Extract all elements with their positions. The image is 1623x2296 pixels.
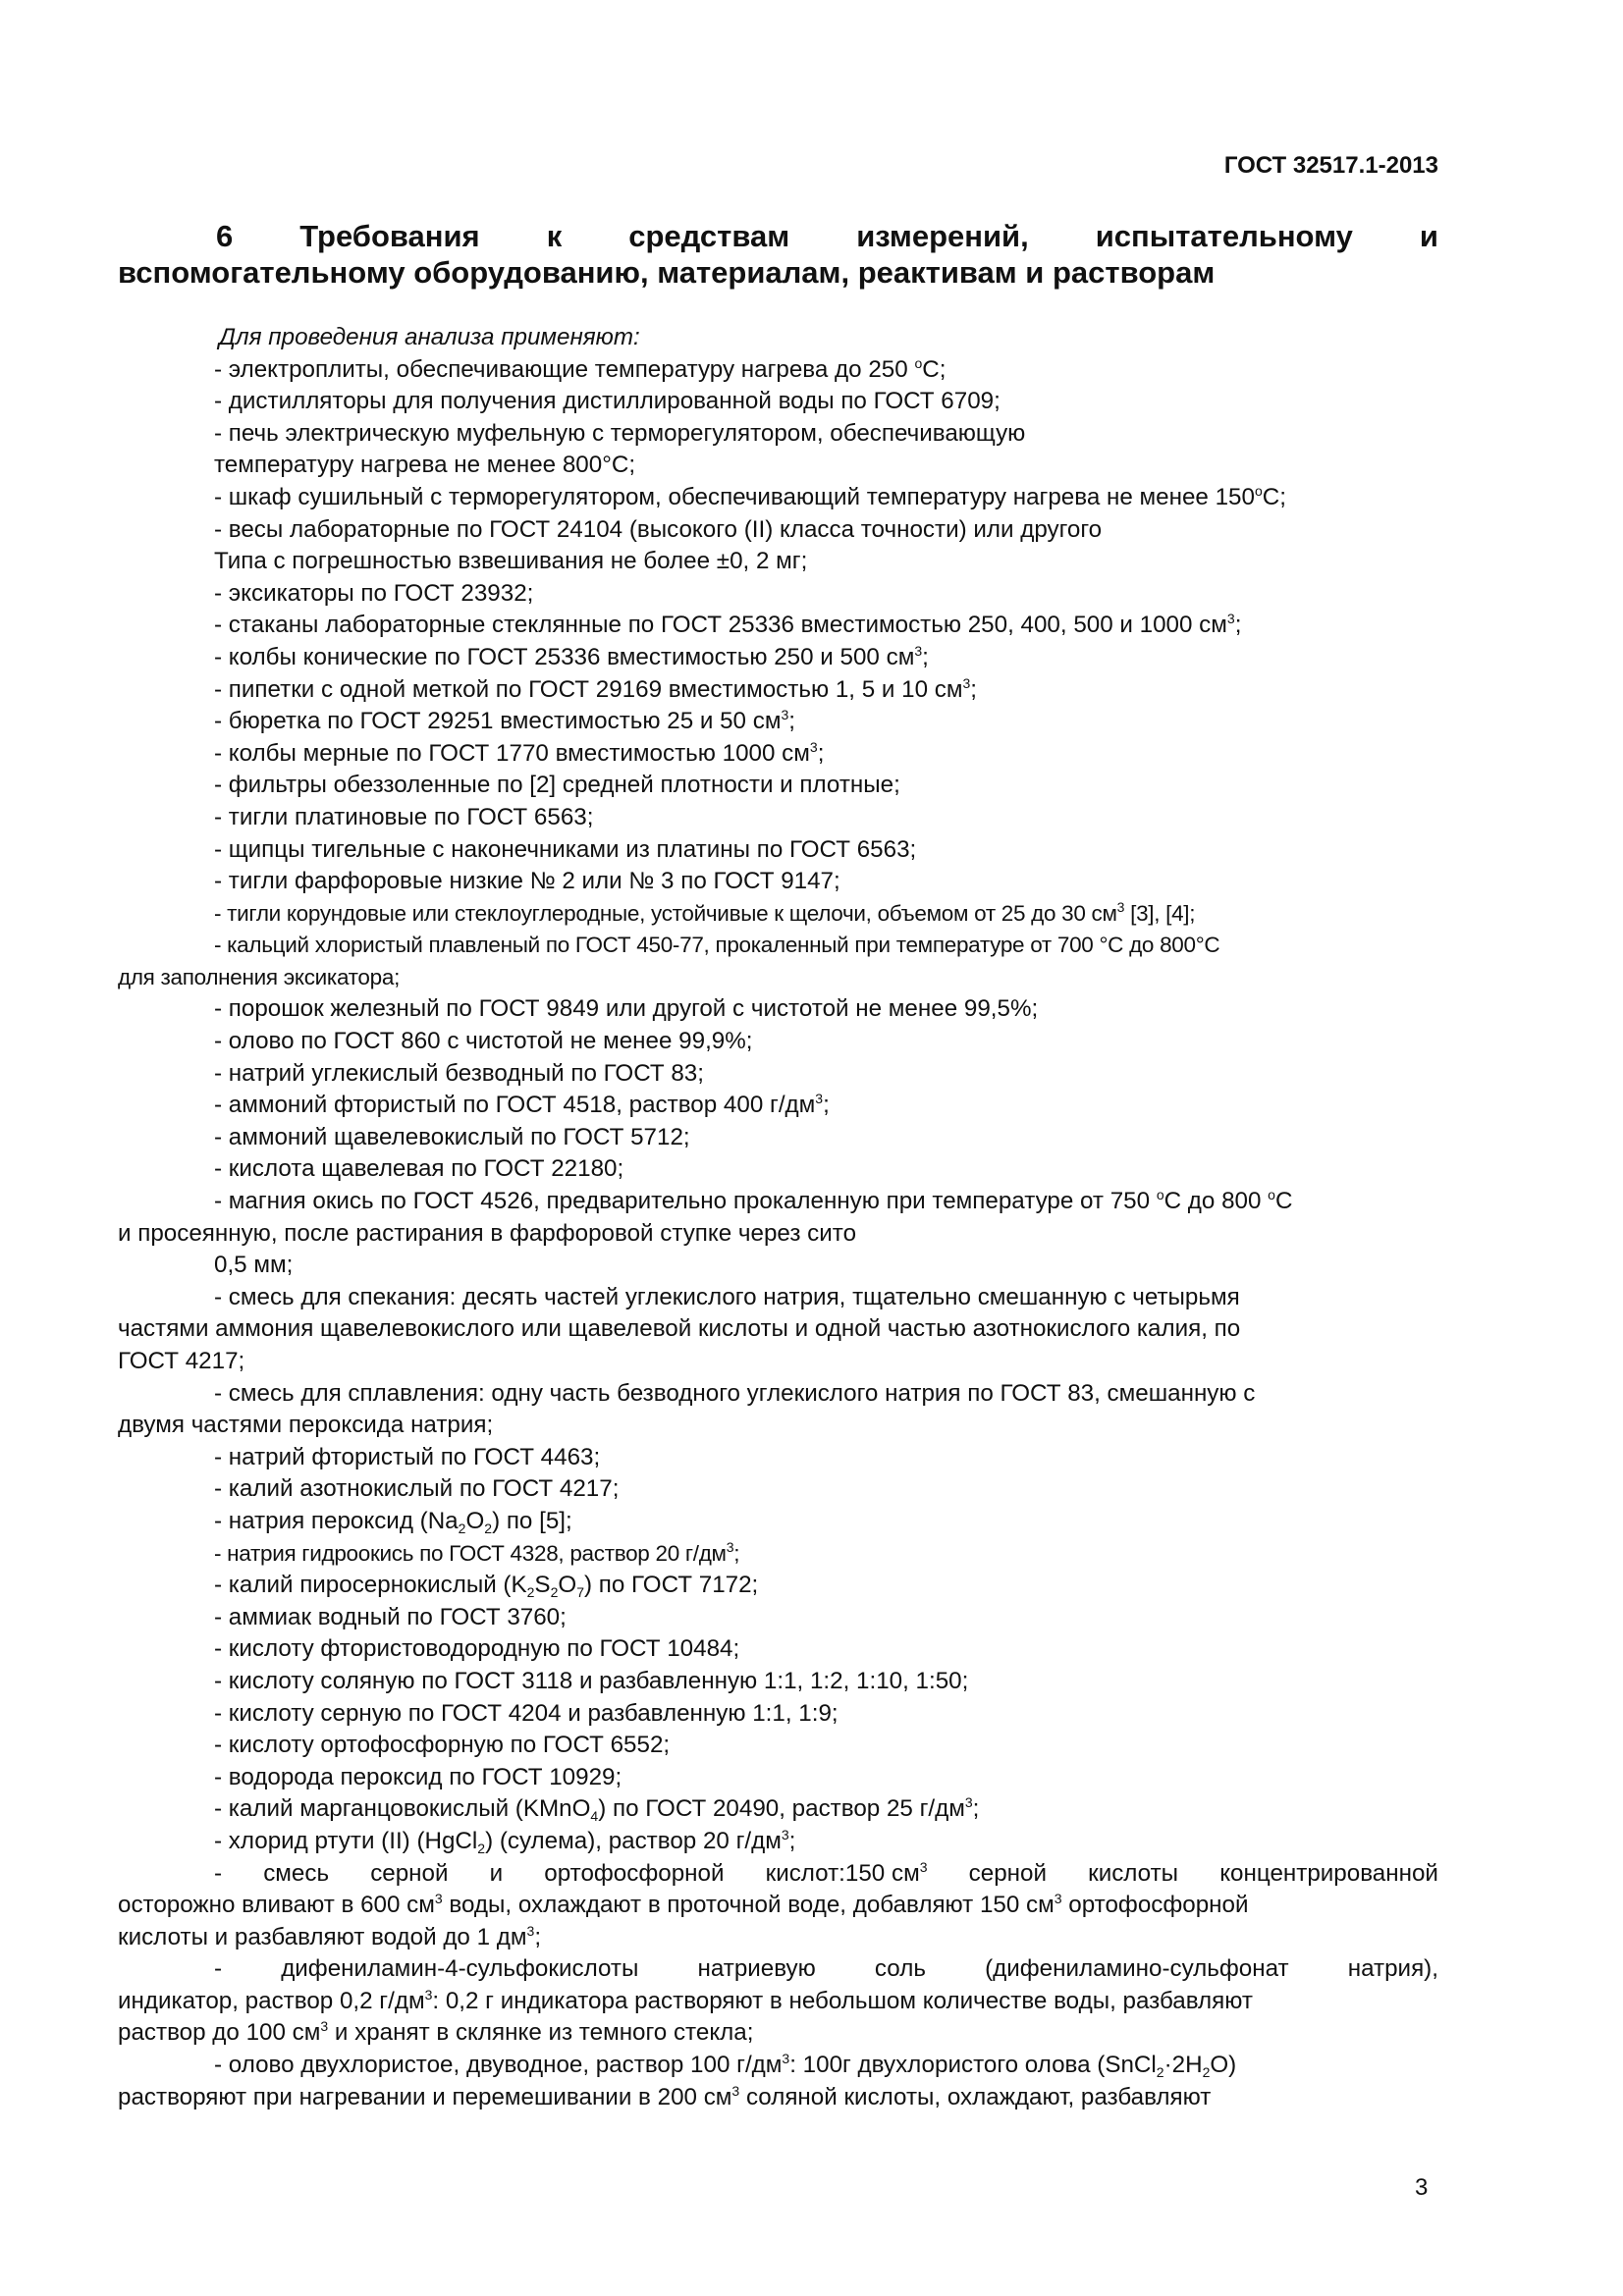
list-item: - натрия пероксид $(Na_2O_2)$ по [5]; (214, 1507, 572, 1536)
list-item: - калий азотнокислый по ГОСТ 4217; (214, 1475, 620, 1503)
section-number: 6 (216, 219, 234, 253)
list-item: - натрий фтористый по ГОСТ 4463; (214, 1443, 601, 1470)
intro-line: Для проведения анализа применяют: (219, 324, 640, 350)
list-item-continuation: двумя частями пероксида натрия; (118, 1412, 494, 1439)
list-item: - порошок железный по ГОСТ 9849 или другой с чистотой не менее 99,5%; (214, 995, 1039, 1023)
list-item: - олово двухлористое, двуводное, раствор 100 $г/дм^3$: 100г двухлористого олова $(SnCl_2\cdot 2H_2O)$ (214, 2051, 1237, 2081)
title-word: испытательному (1095, 219, 1353, 253)
list-item: - электроплиты, обеспечивающие температуру нагрева до 250 $^o$С; (214, 354, 947, 383)
section-title-line2: вспомогательному оборудованию, материалам, реактивам и растворам (118, 255, 1216, 290)
title-word: измерений, (856, 219, 1029, 253)
list-item: - тигли платиновые по ГОСТ 6563; (214, 803, 594, 830)
list-item-continuation: раствор до 100 $см^3$ и хранят в склянке из темного стекла; (118, 2018, 754, 2047)
section-title (118, 218, 1438, 291)
list-item: - натрия гидроокись по ГОСТ 4328, раствор 20 $г/дм^3$; (214, 1538, 740, 1566)
list-item: - кислоту серную по ГОСТ 4204 и разбавленную 1:1, 1:9; (214, 1699, 839, 1727)
list-item-continuation: растворяют при нагревании и перемешивании в 200 $см^3$ соляной кислоты, охлаждают, разбавляют (118, 2082, 1212, 2110)
list-item: - кислота щавелевая по ГОСТ 22180; (214, 1155, 624, 1183)
title-word: и (1419, 219, 1438, 253)
list-item-continuation: осторожно вливают в 600 $см^3$ воды, охлаждают в проточной воде, добавляют 150 $см^3$ ортофосфорной (118, 1891, 1249, 1919)
list-item: - калий пиросернокислый $(K_2S_2O_7)$ по ГОСТ 7172; (214, 1572, 759, 1601)
list-item: - щипцы тигельные с наконечниками из платины по ГОСТ 6563; (214, 835, 917, 863)
list-item-continuation: температуру нагрева не менее 800°С; (214, 452, 636, 479)
list-item: - шкаф сушильный с терморегулятором, обеспечивающий температуру нагрева не менее 150$^o$С; (214, 482, 1286, 510)
list-item: - кальций хлористый плавленый по ГОСТ 450-77, прокаленный при температуре от 700 °С до 800°С (214, 933, 1220, 958)
list-item: - смесь для спекания: десять частей углекислого натрия, тщательно смешанную с четырьмя (214, 1283, 1240, 1310)
list-item: - весы лабораторные по ГОСТ 24104 (высокого (II) класса точности) или другого (214, 515, 1103, 543)
list-item: - олово по ГОСТ 860 с чистотой не менее 99,9%; (214, 1028, 753, 1055)
list-item: - печь электрическую муфельную с терморегулятором, обеспечивающую (214, 419, 1026, 447)
title-word: средствам (628, 219, 790, 253)
requirements-list (118, 322, 1438, 2113)
list-item: - кислоту фтористоводородную по ГОСТ 10484; (214, 1635, 740, 1663)
list-item: - водорода пероксид по ГОСТ 10929; (214, 1763, 622, 1790)
list-item-continuation: 0,5 мм; (214, 1252, 294, 1279)
list-item-continuation: ГОСТ 4217; (118, 1348, 245, 1374)
list-item: - хлорид ртути (II) (HgCl$_2$) (сулема), раствор 20 $г/дм^3$; (214, 1826, 796, 1856)
list-item: - тигли корундовые или стеклоуглеродные, устойчивые к щелочи, объемом от 25 до 30 $см^3$ [3], [4]; (214, 898, 1196, 926)
list-item: - смесь серной и ортофосфорной кислот:150 $см^3$ серной кислоты концентрированной (214, 1858, 1438, 1887)
list-item-continuation: и просеянную, после растирания в фарфоровой ступке через сито (118, 1219, 857, 1247)
list-item: - пипетки с одной меткой по ГОСТ 29169 вместимостью 1, 5 и 10 $см^3$; (214, 674, 977, 703)
list-item-continuation: для заполнения эксикатора; (118, 964, 401, 989)
list-item: - смесь для сплавления: одну часть безводного углекислого натрия по ГОСТ 83, смешанную с (214, 1379, 1256, 1407)
list-item: - кислоту ортофосфорную по ГОСТ 6552; (214, 1732, 671, 1759)
list-item: - натрий углекислый безводный по ГОСТ 83; (214, 1059, 704, 1087)
list-item: - колбы мерные по ГОСТ 1770 вместимостью 1000 $см^3$; (214, 738, 825, 767)
list-item-continuation: индикатор, раствор 0,2 $г/дм^3$: 0,2 г индикатора растворяют в небольшом количестве воды, разбавляют (118, 1986, 1253, 2014)
list-item: - стаканы лабораторные стеклянные по ГОСТ 25336 вместимостью 250, 400, 500 и 1000 $см^3$; (214, 611, 1242, 639)
document-id: ГОСТ 32517.1-2013 (1223, 152, 1438, 179)
list-item: - дистилляторы для получения дистиллированной воды по ГОСТ 6709; (214, 388, 1001, 415)
section-title-line1 (118, 218, 1438, 254)
list-item: - аммиак водный по ГОСТ 3760; (214, 1603, 567, 1630)
title-word: Требования (299, 219, 480, 253)
list-item: - фильтры обеззоленные по [2] средней плотности и плотные; (214, 772, 900, 799)
list-item: - бюретка по ГОСТ 29251 вместимостью 25 и 50 $см^3$; (214, 707, 795, 735)
list-item: - дифениламин-4-сульфокислоты натриевую соль (дифениламино-сульфонат натрия), (214, 1955, 1438, 1983)
page-number: 3 (1415, 2174, 1429, 2201)
list-item: - аммоний фтористый по ГОСТ 4518, раствор 400 $г/дм^3$; (214, 1091, 830, 1119)
list-item-continuation: частями аммония щавелевокислого или щавелевой кислоты и одной частью азотнокислого калия, по (118, 1315, 1241, 1343)
title-word: к (546, 219, 563, 253)
list-item: - аммоний щавелевокислый по ГОСТ 5712; (214, 1123, 690, 1150)
list-item: - эксикаторы по ГОСТ 23932; (214, 579, 534, 607)
list-item: - колбы конические по ГОСТ 25336 вместимостью 250 и 500 $см^3$; (214, 642, 929, 670)
list-item: - калий марганцовокислый (KMnO$_4$) по ГОСТ 20490, раствор 25 $г/дм^3$; (214, 1794, 980, 1825)
list-item: - магния окись по ГОСТ 4526, предварительно прокаленную при температуре от 750 $^o$С до 800 $^o$С (214, 1187, 1293, 1215)
list-item-continuation: кислоты и разбавляют водой до 1 $дм^3$; (118, 1922, 542, 1950)
list-item: - кислоту соляную по ГОСТ 3118 и разбавленную 1:1, 1:2, 1:10, 1:50; (214, 1667, 969, 1694)
list-item: - тигли фарфоровые низкие № 2 или № 3 по ГОСТ 9147; (214, 868, 840, 895)
list-item-continuation: Типа с погрешностью взвешивания не более ±0, 2 мг; (214, 548, 808, 575)
